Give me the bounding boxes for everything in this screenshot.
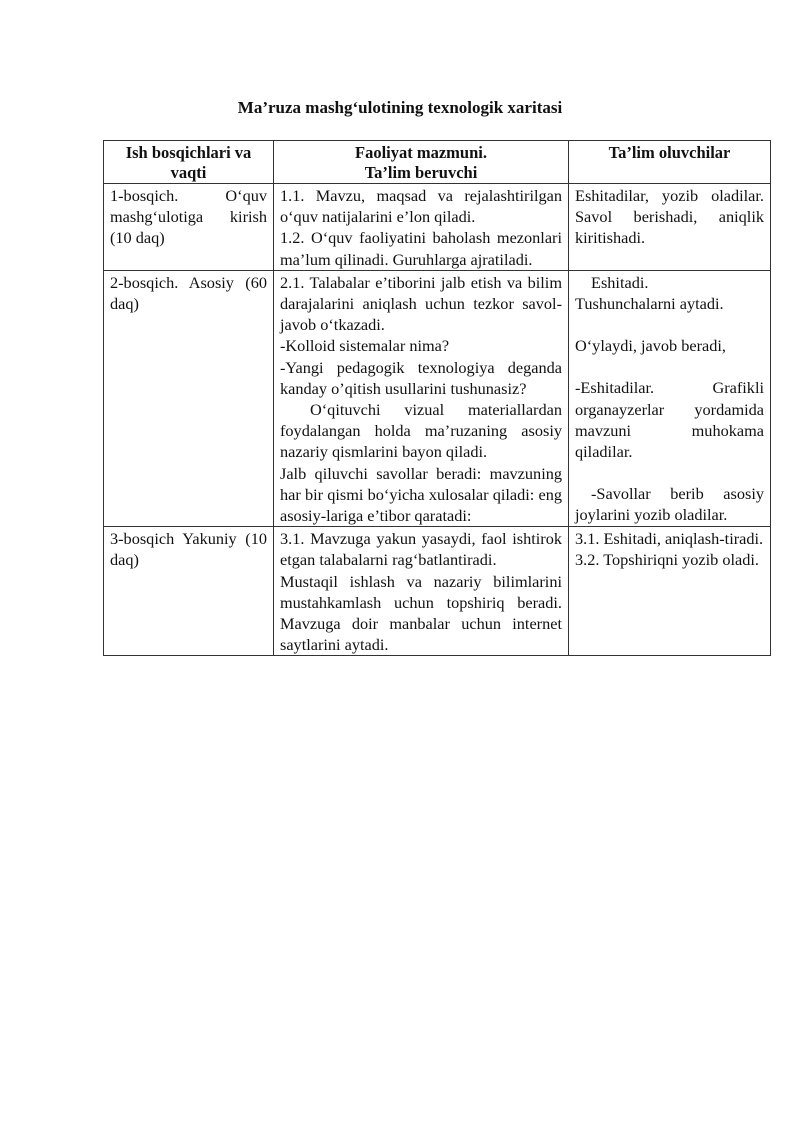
table-row bbox=[104, 184, 771, 271]
students-cell bbox=[569, 184, 771, 271]
teacher-paragraph: 1.2. O‘quv faoliyatini baholash mezonlari ma’lum qilinadi. Guruhlarga ajratiladi. bbox=[280, 228, 562, 269]
stage-cell: 1-bosqich. O‘quv mashg‘ulotiga kirish (10 daq) bbox=[104, 184, 274, 271]
students-paragraph: 3.2. Topshiriqni yozib oladi. bbox=[575, 550, 759, 570]
students-paragraph: 3.1. Eshitadi, aniqlash-tiradi. bbox=[575, 529, 764, 549]
teacher-paragraph: Jalb qiluvchi savollar beradi: mavzuning har bir qismi bo‘yicha xulosalar qiladi: eng asosiy-lariga e’tibor qaratadi: bbox=[280, 463, 562, 526]
teacher-cell bbox=[274, 184, 569, 271]
teacher-question: -Kolloid sistemalar nima? bbox=[280, 336, 450, 356]
technology-map-table bbox=[103, 140, 771, 656]
header-students bbox=[569, 141, 771, 184]
teacher-paragraph: 1.1. Mavzu, maqsad va rejalashtirilgan o‘quv natijalarini e’lon qiladi. bbox=[280, 186, 562, 227]
table-row bbox=[104, 270, 771, 526]
students-paragraph: -Eshitadilar. Grafikli organayzerlar yordamida mavzuni muhokama qiladilar. bbox=[575, 378, 764, 462]
students-paragraph: O‘ylaydi, javob beradi, bbox=[575, 336, 727, 356]
blank-line bbox=[575, 356, 764, 377]
table-row bbox=[104, 527, 771, 656]
students-paragraph: -Savollar berib asosiy joylarini yozib oladilar. bbox=[575, 484, 764, 525]
students-cell bbox=[569, 270, 771, 526]
teacher-paragraph: O‘qituvchi vizual materiallardan foydalangan holda ma’ruzaning asosiy nazariy qismlarini bayon qiladi. bbox=[280, 400, 562, 462]
header-activity bbox=[274, 141, 569, 184]
teacher-cell bbox=[274, 527, 569, 656]
header-students-label: Ta’lim oluvchilar bbox=[608, 143, 731, 162]
students-paragraph: Tushunchalarni aytadi. bbox=[575, 294, 724, 314]
table-header-row bbox=[104, 141, 771, 184]
stage-cell: 2-bosqich. Asosiy (60 daq) bbox=[104, 270, 274, 526]
header-stages bbox=[104, 141, 274, 184]
document-title: Ma’ruza mashg‘ulotining texnologik xaritasi bbox=[237, 98, 563, 117]
header-activity-line1: Faoliyat mazmuni. bbox=[355, 143, 487, 162]
blank-line bbox=[575, 462, 764, 483]
stage-cell: 3-bosqich Yakuniy (10 daq) bbox=[104, 527, 274, 656]
students-cell bbox=[569, 527, 771, 656]
teacher-paragraph: 3.1. Mavzuga yakun yasaydi, faol ishtirok etgan talabalarni rag‘batlantiradi. bbox=[280, 529, 562, 570]
teacher-question: -Yangi pedagogik texnologiya deganda kanday o’qitish usullarini tushunasiz? bbox=[280, 357, 562, 398]
teacher-paragraph: Mustaqil ishlash va nazariy bilimlarini mustahkamlash uchun topshiriq beradi. Mavzuga doir manbalar uchun internet saytlarini aytadi. bbox=[280, 571, 562, 655]
teacher-paragraph: 2.1. Talabalar e’tiborini jalb etish va bilim darajalarini aniqlash uchun tezkor savol-javob o‘tkazadi. bbox=[280, 272, 562, 335]
header-stages-label: Ish bosqichlari va vaqti bbox=[125, 143, 252, 182]
blank-line bbox=[575, 314, 764, 335]
students-paragraph: Eshitadi. bbox=[591, 272, 649, 292]
teacher-cell bbox=[274, 270, 569, 526]
header-activity-line2: Ta’lim beruvchi bbox=[364, 163, 478, 182]
students-paragraph: Eshitadilar, yozib oladilar. Savol berishadi, aniqlik kiritishadi. bbox=[575, 186, 764, 248]
